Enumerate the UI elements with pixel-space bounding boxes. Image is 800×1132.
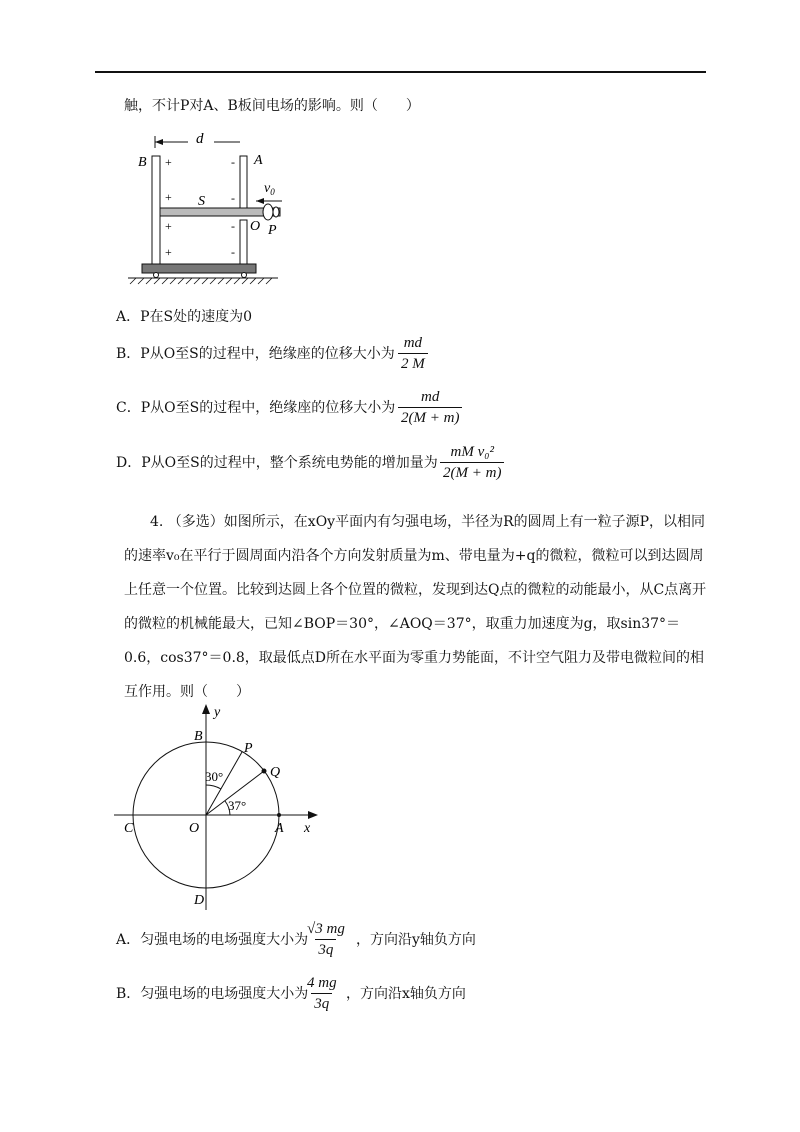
q4-figure <box>110 700 330 912</box>
q4-option-b-suffix: ，方向沿x轴负方向 <box>346 986 466 1002</box>
q3-figure <box>128 126 298 292</box>
svg-text:-: - <box>231 245 235 259</box>
label-O: O <box>189 821 200 836</box>
plate-A-lower <box>240 220 247 264</box>
point-Q <box>262 769 267 774</box>
label-B: B <box>194 729 203 744</box>
svg-text:+: + <box>165 245 172 259</box>
label-P: P <box>244 741 253 756</box>
q4-option-b-fraction: $\frac{4 mg}{3q}$ <box>307 975 337 1012</box>
label-A: A <box>254 153 263 168</box>
insulated-base <box>142 264 256 273</box>
q3-stem-tail: 触，不计P对A、B板间电场的影响。则（ ） <box>124 98 420 114</box>
point-A <box>277 813 281 817</box>
q3-option-d: D．P从O至S的过程中，整个系统电势能的增加量为 <box>116 455 438 471</box>
plate-B <box>152 156 160 264</box>
q4-option-a-fraction: $\frac{√3 mg}{3q}$ <box>307 921 345 958</box>
label-A: A <box>275 821 284 836</box>
svg-text:-: - <box>231 219 235 233</box>
label-O: O <box>250 219 261 234</box>
label-v: $v_0$ <box>264 181 275 197</box>
svg-text:+: + <box>165 155 172 169</box>
angle-30: 30° <box>205 769 224 784</box>
label-y: y <box>214 705 221 720</box>
label-S: S <box>198 194 205 209</box>
svg-text:-: - <box>231 155 235 169</box>
q3-option-c-fraction: $\frac{md}{2(M + m)}$ <box>398 388 462 427</box>
angle-37: 37° <box>228 798 247 813</box>
q3-option-d-fraction: $\frac{\text{mM v₀²}}{2(M + m)}$ <box>440 443 504 482</box>
label-D: D <box>194 893 205 908</box>
q4-option-b-prefix: B．匀强电场的电场强度大小为 <box>116 986 309 1002</box>
q3-option-c: C．P从O至S的过程中，绝缘座的位移大小为 <box>116 400 396 416</box>
label-x: x <box>304 821 311 836</box>
svg-text:-: - <box>231 191 235 205</box>
svg-text:+: + <box>165 190 172 204</box>
rod-S <box>160 208 280 216</box>
header-rule <box>95 71 706 73</box>
q4-option-a-prefix: A．匀强电场的电场强度大小为 <box>116 932 309 948</box>
plate-A-upper <box>240 156 247 208</box>
q3-option-a: A．P在S处的速度为0 <box>116 309 253 325</box>
label-d: d <box>196 131 204 147</box>
label-B: B <box>138 155 147 170</box>
svg-text:+: + <box>165 219 172 233</box>
q3-option-b-fraction: $\frac{md}{2 M}$ <box>398 334 428 373</box>
particle-P <box>263 204 273 220</box>
label-Q: Q <box>270 765 281 780</box>
q4-option-a-suffix: ，方向沿y轴负方向 <box>356 932 476 948</box>
label-C: C <box>124 821 134 836</box>
q3-option-b: B．P从O至S的过程中，绝缘座的位移大小为 <box>116 346 395 362</box>
label-P: P <box>268 223 277 238</box>
q4-paragraph: 4. （多选）如图所示，在xOy平面内有匀强电场，半径为R的圆周上有一粒子源P，以相同的速率v₀在平行于圆周面内沿各个方向发射质量为m、带电量为+q的微粒，微粒可以到达圆周上任意一个位置。比较到达圆上各个位置的微粒，发现到达Q点的微粒的动能最小，从C点离开的微粒的机械能最大，已知∠BOP＝30°，∠AOQ＝37°，取重力加速度为g，取sin37°＝0.6，cos37°＝0.8，取最低点D所在水平面为零重力势能面，不计空气阻力及带电微粒间的相互作用。则（ ） <box>124 514 707 700</box>
